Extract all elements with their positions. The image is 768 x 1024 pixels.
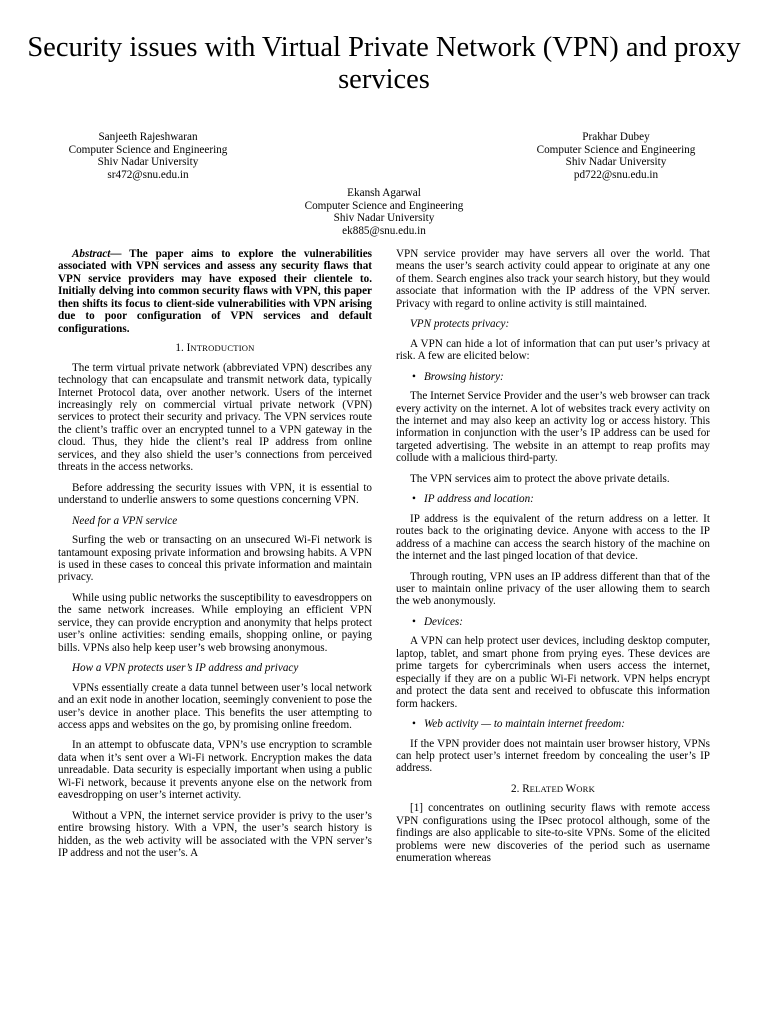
- paper-title: Security issues with Virtual Private Network (VPN) and proxy services: [27, 32, 741, 95]
- paragraph: The term virtual private network (abbreviated VPN) describes any technology that can encapsulate and transmit network data, typically Internet Protocol data, over another network. Users of the internet increasingly rely on commercial virtual private network (VPN) services to protect their security and privacy. The VPN services route the client’s traffic over an encrypted tunnel to a VPN gateway in the cloud. Thus, they hide the client’s real IP address from online services, and they also shield the user’s connections from perceived threats in the access networks.: [58, 361, 372, 474]
- paragraph: Without a VPN, the internet service provider is privy to the user’s entire browsing history. With a VPN, the user’s search history is hidden, as the web activity will be associated with the VPN server’s IP address and not the user’s. A: [58, 809, 372, 860]
- author-department: Computer Science and Engineering: [304, 199, 464, 212]
- author-email: ek885@snu.edu.in: [342, 224, 426, 237]
- bullet-icon: •: [412, 718, 416, 731]
- paragraph: VPN service provider may have servers all over the world. That means the user’s search activity could appear to originate at any one of them. Search engines also track your search history, but they would associate that information with the IP address of the VPN server. Privacy with regard to online activity is still maintained.: [396, 248, 710, 310]
- author-email: sr472@snu.edu.in: [107, 168, 189, 181]
- author-block-2: [516, 131, 716, 181]
- subsection-heading: Need for a VPN service: [72, 514, 178, 527]
- paragraph: The Internet Service Provider and the user’s web browser can track every activity on the internet. A lot of websites track every activity on the internet and may also keep an activity log or access history. This information in conjunction with the user’s IP address can be used for targeted advertising. The website in an attempt to reap profits may collude with a malicious third-party.: [396, 390, 710, 465]
- author-block-1: [48, 131, 248, 181]
- paragraph: If the VPN provider does not maintain user browser history, VPNs can help protect user’s internet freedom by concealing the user’s IP address.: [396, 737, 710, 775]
- author-department: Computer Science and Engineering: [68, 143, 228, 156]
- author-email: pd722@snu.edu.in: [573, 168, 659, 181]
- bullet-label: Browsing history:: [424, 370, 504, 383]
- bullet-icon: •: [412, 615, 416, 628]
- bullet-label: IP address and location:: [424, 493, 534, 506]
- bullet-label: Web activity — to maintain internet freedom:: [424, 718, 625, 731]
- bullet-label: Devices:: [424, 615, 463, 628]
- right-column: [396, 248, 710, 873]
- abstract: [58, 248, 372, 335]
- paragraph: A VPN can help protect user devices, including desktop computer, laptop, tablet, and smart phone from prying eyes. These devices are prime targets for cybercriminals when users access the internet, especially if they are on a public Wi-Fi network. VPN helps encrypt and protect the data sent and received to obfuscate this information form hackers.: [396, 635, 710, 710]
- author-name: Prakhar Dubey: [582, 131, 650, 143]
- bullet-icon: •: [412, 493, 416, 506]
- paragraph: Through routing, VPN uses an IP address different than that of the user to maintain online privacy of the user allowing them to search the web anonymously.: [396, 570, 710, 608]
- section-initial: R: [522, 782, 530, 795]
- author-university: Shiv Nadar University: [97, 156, 199, 169]
- bullet-heading: [396, 371, 710, 383]
- subsection-heading: How a VPN protects user’s IP address and privacy: [72, 662, 299, 675]
- paragraph: Surfing the web or transacting on an unsecured Wi-Fi network is tantamount exposing private information and browsing habits. A VPN is used in these cases to conceal this private information and maintain privacy.: [58, 534, 372, 584]
- paragraph: IP address is the equivalent of the return address on a letter. It routes back to the originating device. Anyone with access to the IP address of a machine can access the search history of the machine on the internet and the last pinged location of that device.: [396, 512, 710, 563]
- section-number: 2.: [511, 782, 520, 795]
- paragraph: VPNs essentially create a data tunnel between user’s local network and an exit node in another location, seemingly convenient to pose the user’s device in another place. This benefits the user attempting to access apps and websites on the go, by promising online freedom.: [58, 681, 372, 731]
- bullet-heading: [396, 718, 710, 730]
- paragraph: [1] concentrates on outlining security flaws with remote access VPN configurations using the IPsec protocol although, some of the findings are also applicable to site-to-site VPNs. Some of the elicited problems were new discoveries of the period such as username enumeration whereas: [396, 802, 710, 865]
- paragraph: Before addressing the security issues with VPN, it is essential to understand to underlie answers to some questions concerning VPN.: [58, 481, 372, 507]
- bullet-heading: [396, 616, 710, 628]
- section-number: 1.: [175, 342, 184, 355]
- bullet-icon: •: [412, 370, 416, 383]
- paragraph: In an attempt to obfuscate data, VPN’s use encryption to scramble data when it’s sent over a Wi-Fi network. Encryption makes the data unreadable. Data security is especially important when using a public Wi-Fi network, because it prevents anyone else on the network from eavesdropping on user’s internet activity.: [58, 739, 372, 802]
- paragraph: The VPN services aim to protect the above private details.: [410, 472, 670, 485]
- paragraph: While using public networks the susceptibility to eavesdroppers on the same network increases. While employing an efficient VPN service, they can provide encryption and anonymity that helps protect user’s online activities: sending emails, shopping online, or paying bills. VPNs also help keep user’s web browsing anonymous.: [58, 591, 372, 654]
- left-column: [58, 248, 372, 867]
- author-name: Sanjeeth Rajeshwaran: [98, 131, 198, 143]
- paragraph: A VPN can hide a lot of information that can put user’s privacy at risk. A few are elicited below:: [396, 337, 710, 363]
- bullet-heading: [396, 493, 710, 505]
- author-university: Shiv Nadar University: [333, 212, 435, 225]
- author-name: Ekansh Agarwal: [347, 187, 421, 199]
- section-rest: ELATED: [529, 783, 566, 794]
- section-initial: W: [565, 782, 577, 795]
- author-university: Shiv Nadar University: [565, 156, 667, 169]
- section-heading-introduction: [58, 342, 372, 354]
- author-block-3: [284, 187, 484, 237]
- section-rest: NTRODUCTION: [190, 343, 255, 354]
- author-department: Computer Science and Engineering: [536, 143, 696, 156]
- section-rest: ORK: [576, 783, 595, 794]
- abstract-label: Abstract—: [72, 248, 122, 260]
- section-initial: I: [186, 342, 191, 355]
- section-heading-related-work: [396, 783, 710, 795]
- subsection-heading: VPN protects privacy:: [410, 318, 510, 331]
- abstract-text: The paper aims to explore the vulnerabilities associated with VPN services and assess any security flaws that VPN service providers may have exposed their clientele to. Initially delving into common security flaws with VPN, this paper then shifts its focus to client-side vulnerabilities with VPN arising due to poor configuration of VPN services and default configurations.: [58, 248, 372, 335]
